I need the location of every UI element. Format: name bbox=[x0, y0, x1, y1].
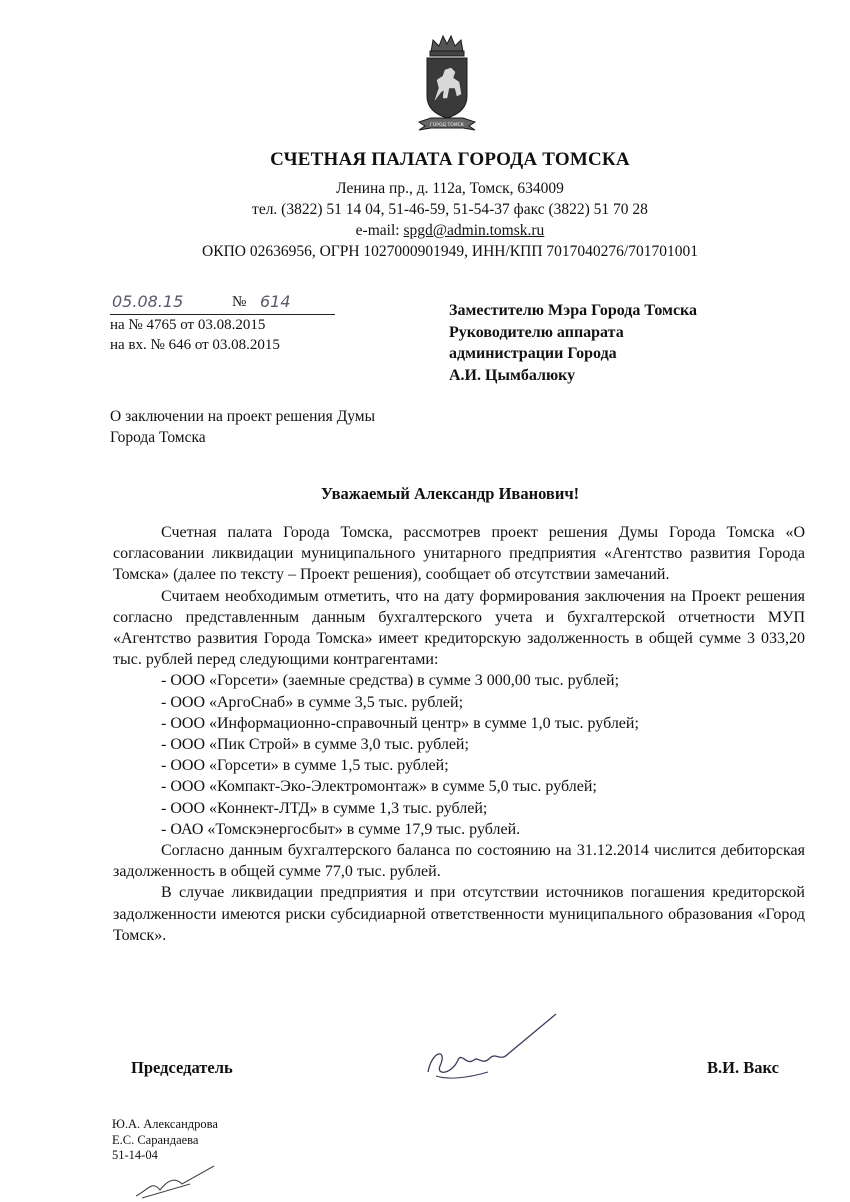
body-paragraph: Счетная палата Города Томска, рассмотрев проект решения Думы Города Томска «О согласовании ликвидации муниципального унитарного предприятия «Агентство развития Города Томска» (далее по тексту – Проект решения), сообщает об отсутствии замечаний. bbox=[113, 524, 805, 584]
list-item: - ООО «Горсети» (заемные средства) в сумме 3 000,00 тыс. рублей; bbox=[161, 672, 620, 690]
salutation: Уважаемый Александр Иванович! bbox=[320, 484, 580, 503]
body-paragraph: Считаем необходимым отметить, что на дату формирования заключения на Проект решения согласно представленным данным бухгалтерского учета и бухгалтерской отчетности МУП «Агентство развития Города Томска» имеет кредиторскую задолженность в общей сумме 3 033,20 тыс. рублей перед следующими контрагентами: bbox=[113, 587, 805, 669]
body-paragraph: В случае ликвидации предприятия и при отсутствии источников погашения кредиторской задолженности имеются риски субсидиарной ответственности муниципального образования «Город Томск». bbox=[113, 884, 805, 944]
subject-block bbox=[110, 406, 375, 448]
signatory-name: В.И. Вакс bbox=[707, 1058, 779, 1077]
email-link[interactable]: spgd@admin.tomsk.ru bbox=[403, 222, 545, 239]
executor-line: Е.С. Сарандаева bbox=[112, 1132, 199, 1147]
organization-phones: тел. (3822) 51 14 04, 51-46-59, 51-54-37 факс (3822) 51 70 28 bbox=[252, 201, 648, 218]
executor-line: 51-14-04 bbox=[112, 1148, 158, 1162]
outgoing-number: 614 bbox=[260, 292, 291, 311]
organization-title: СЧЕТНАЯ ПАЛАТА ГОРОДА ТОМСКА bbox=[270, 149, 630, 170]
list-item: - ООО «АргоСнаб» в сумме 3,5 тыс. рублей; bbox=[161, 693, 464, 711]
list-item: - ОАО «Томскэнергосбыт» в сумме 17,9 тыс. рублей. bbox=[161, 820, 521, 838]
executor-block bbox=[112, 1117, 218, 1164]
outgoing-reference bbox=[110, 292, 340, 316]
email-label: e-mail: bbox=[355, 222, 404, 239]
reply-reference: на № 4765 от 03.08.2015 bbox=[110, 317, 266, 333]
list-item: - ООО «Компакт-Эко-Электромонтаж» в сумме 5,0 тыс. рублей; bbox=[161, 778, 597, 796]
subject-line: О заключении на проект решения Думы bbox=[110, 408, 376, 425]
outgoing-underline bbox=[110, 314, 335, 315]
executor-line: Ю.А. Александрова bbox=[112, 1117, 218, 1131]
list-item: - ООО «Горсети» в сумме 1,5 тыс. рублей; bbox=[161, 757, 449, 775]
coat-of-arms-icon bbox=[411, 34, 483, 134]
list-item: - ООО «Пик Строй» в сумме 3,0 тыс. рублей; bbox=[161, 736, 469, 754]
organization-email-line bbox=[0, 222, 850, 240]
handwritten-signature-icon bbox=[418, 1010, 568, 1090]
organization-registry-codes: ОКПО 02636956, ОГРН 1027000901949, ИНН/КПП 7017040276/701701001 bbox=[202, 243, 698, 260]
subject-line: Города Томска bbox=[110, 429, 206, 446]
outgoing-number-label: № bbox=[232, 294, 247, 310]
list-item: - ООО «Информационно-справочный центр» в сумме 1,0 тыс. рублей; bbox=[161, 714, 639, 732]
addressee-line: администрации Города bbox=[449, 345, 617, 362]
list-item: - ООО «Коннект-ЛТД» в сумме 1,3 тыс. рублей; bbox=[161, 799, 488, 817]
addressee-line: А.И. Цымбалюку bbox=[449, 366, 576, 384]
outgoing-date: 05.08.15 bbox=[112, 292, 184, 311]
handwritten-initials-icon bbox=[130, 1160, 220, 1200]
addressee-line: Заместителю Мэра Города Томска bbox=[449, 302, 698, 319]
organization-address: Ленина пр., д. 112а, Томск, 634009 bbox=[336, 180, 564, 197]
addressee-line: Руководителю аппарата bbox=[449, 323, 624, 341]
incoming-reference: на вх. № 646 от 03.08.2015 bbox=[110, 337, 280, 353]
signatory-title: Председатель bbox=[131, 1058, 233, 1077]
body-paragraph: Согласно данным бухгалтерского баланса по состоянию на 31.12.2014 числится дебиторская задолженность в общей сумме 77,0 тыс. рублей. bbox=[113, 842, 805, 881]
creditor-list bbox=[113, 670, 805, 840]
letter-body bbox=[113, 522, 805, 946]
crest-caption: ГОРОД ТОМСК bbox=[430, 123, 464, 128]
addressee-block bbox=[449, 300, 697, 386]
